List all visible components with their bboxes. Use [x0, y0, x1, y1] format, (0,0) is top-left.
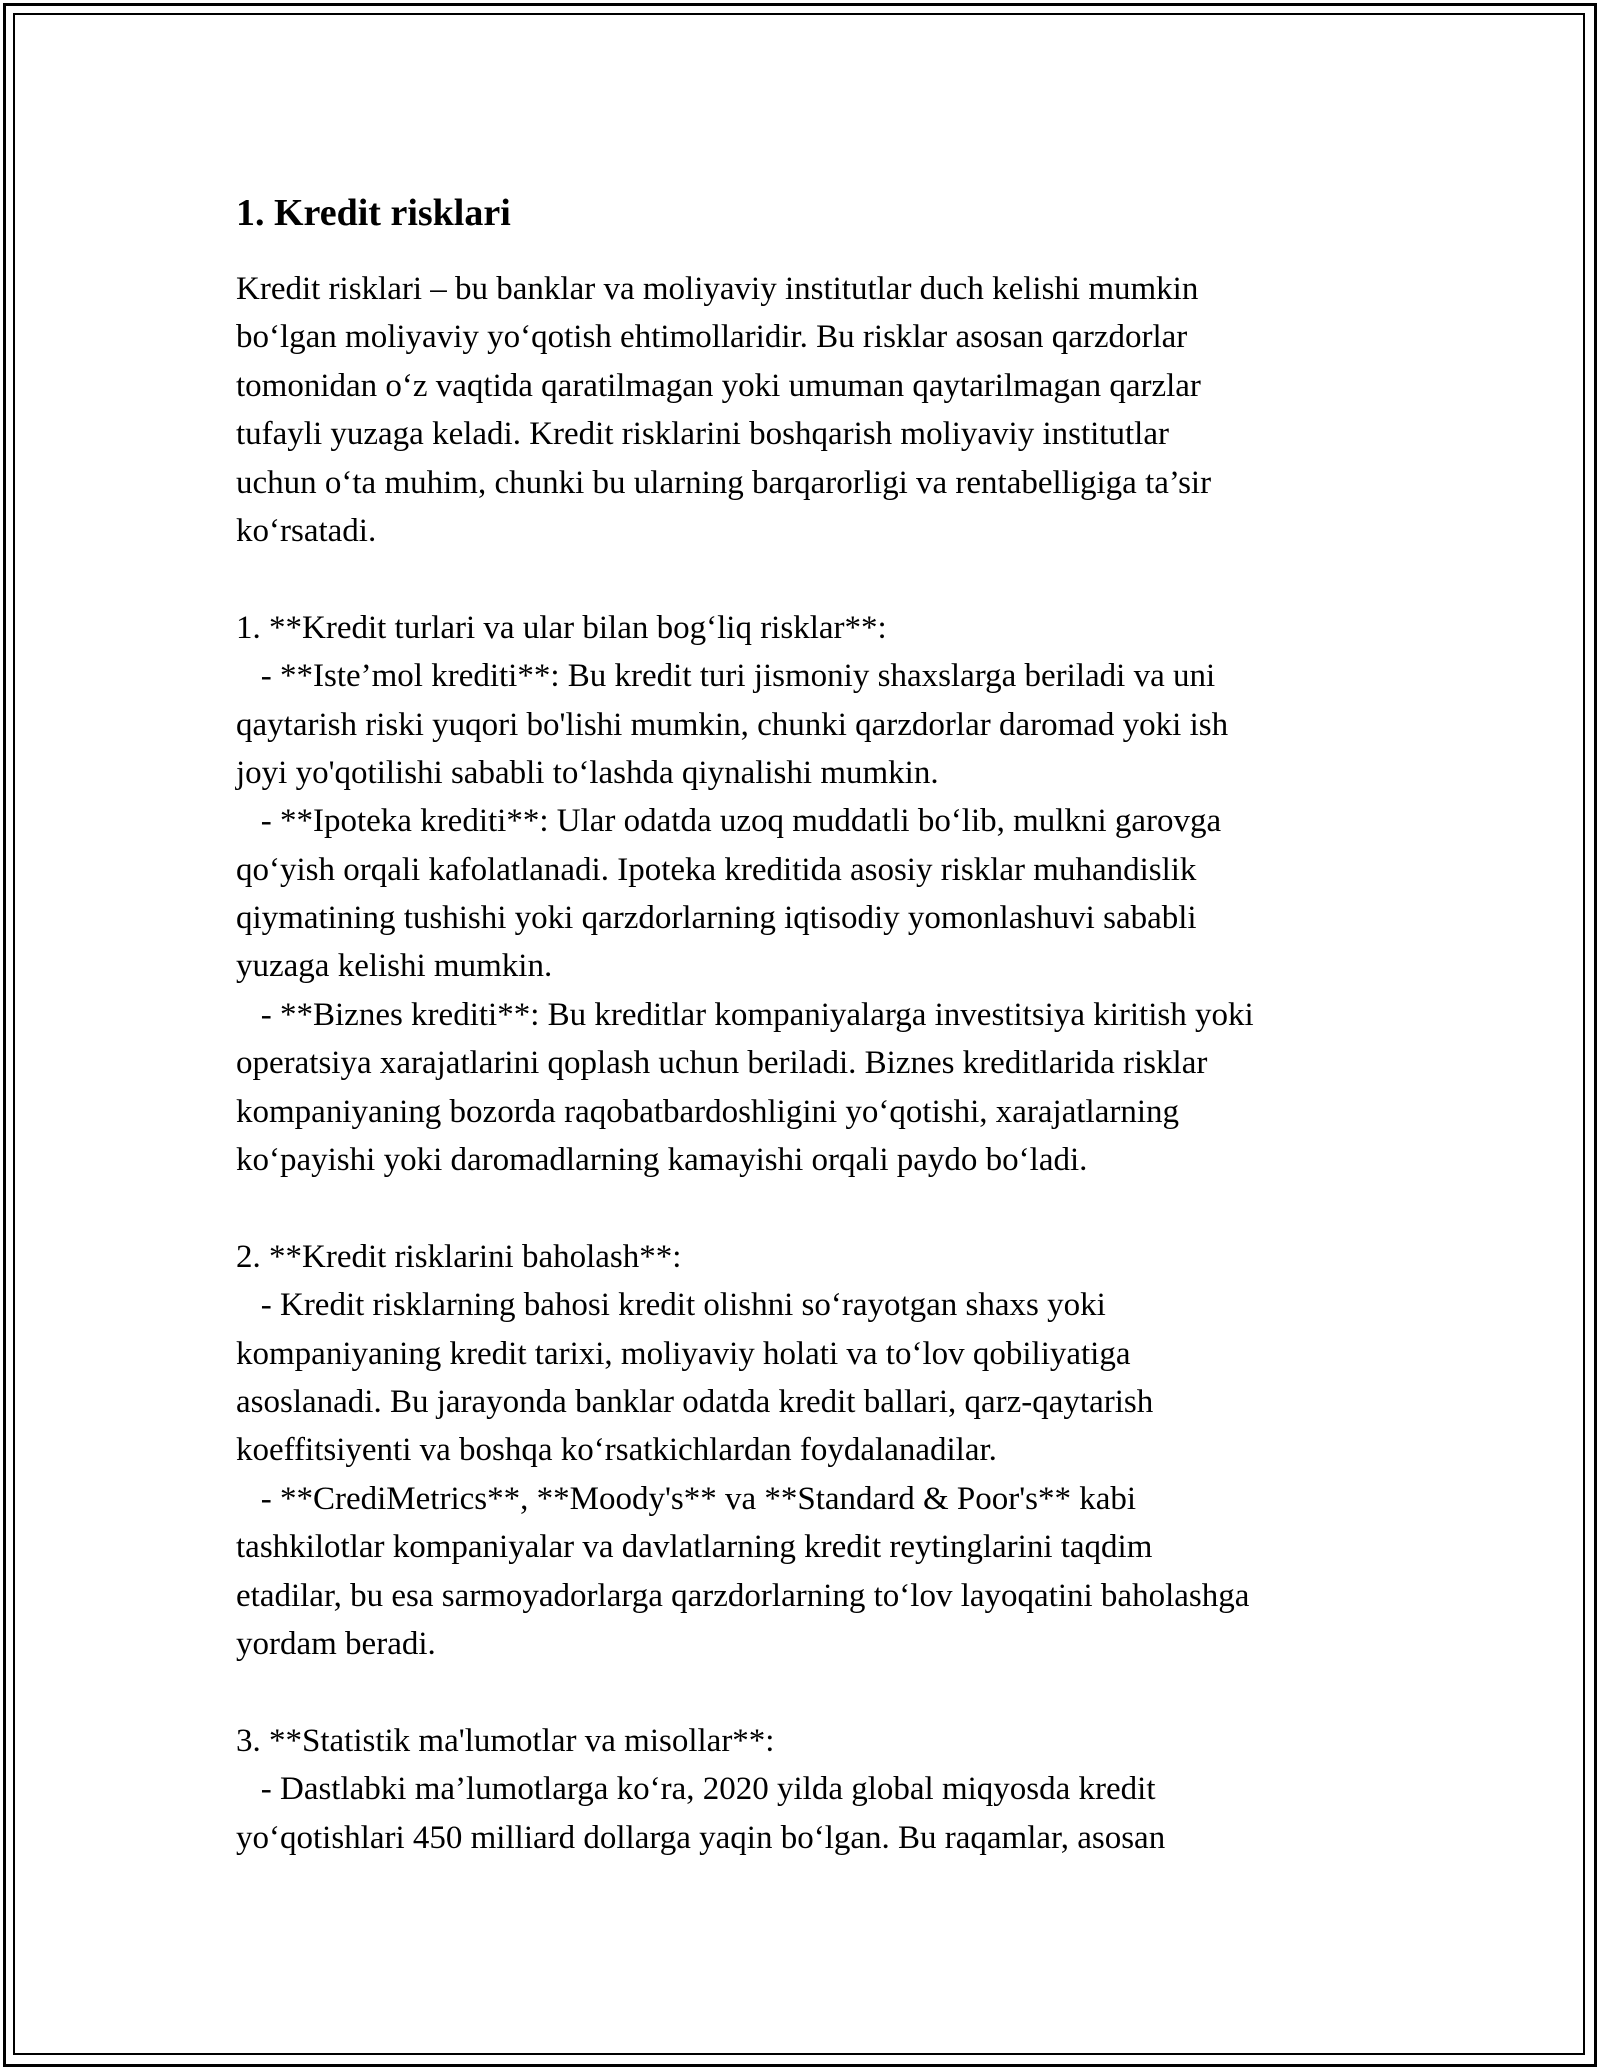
text-line: - **Biznes krediti**: Bu kreditlar kompaniyalarga investitsiya kiritish yoki: [236, 996, 1254, 1033]
text-line: asoslanadi. Bu jarayonda banklar odatda kredit ballari, qarz-qaytarish: [236, 1383, 1154, 1420]
text-line: etadilar, bu esa sarmoyadorlarga qarzdorlarning to‘lov layoqatini baholashga: [236, 1577, 1250, 1614]
text-line: uchun o‘ta muhim, chunki bu ularning barqarorligi va rentabelligiga ta’sir: [236, 464, 1212, 501]
text-line: - **Iste’mol krediti**: Bu kredit turi jismoniy shaxslarga beriladi va uni: [236, 658, 1216, 695]
text-line: bo‘lgan moliyaviy yo‘qotish ehtimollaridir. Bu risklar asosan qarzdorlar: [236, 319, 1188, 356]
text-line: - Dastlabki ma’lumotlarga ko‘ra, 2020 yilda global miqyosda kredit: [236, 1771, 1156, 1808]
text-line: 1. **Kredit turlari va ular bilan bog‘liq risklar**:: [236, 609, 887, 646]
text-line: yuzaga kelishi mumkin.: [236, 948, 553, 985]
text-line: 3. **Statistik ma'lumotlar va misollar**:: [236, 1722, 775, 1759]
text-line: tufayli yuzaga keladi. Kredit risklarini boshqarish moliyaviy institutlar: [236, 416, 1169, 453]
text-line: ko‘payishi yoki daromadlarning kamayishi orqali paydo bo‘ladi.: [236, 1142, 1088, 1179]
text-line: kompaniyaning kredit tarixi, moliyaviy holati va to‘lov qobiliyatiga: [236, 1335, 1131, 1372]
text-line: qaytarish riski yuqori bo'lishi mumkin, chunki qarzdorlar daromad yoki ish: [236, 706, 1229, 743]
text-line: tashkilotlar kompaniyalar va davlatlarning kredit reytinglarini taqdim: [236, 1529, 1153, 1566]
document-page: [236, 188, 1376, 1862]
blank-line: [236, 555, 1376, 603]
section-heading: 1. Kredit risklari: [236, 192, 511, 234]
text-line: yo‘qotishlari 450 milliard dollarga yaqin bo‘lgan. Bu raqamlar, asosan: [236, 1819, 1166, 1856]
text-line: qo‘yish orqali kafolatlanadi. Ipoteka kreditida asosiy risklar muhandislik: [236, 851, 1197, 888]
text-line: - **Ipoteka krediti**: Ular odatda uzoq muddatli bo‘lib, mulkni garovga: [236, 803, 1222, 840]
blank-line: [236, 1184, 1376, 1232]
text-line: qiymatining tushishi yoki qarzdorlarning iqtisodiy yomonlashuvi sababli: [236, 900, 1197, 937]
text-line: Kredit risklari – bu banklar va moliyaviy institutlar duch kelishi mumkin: [236, 271, 1199, 307]
text-line: 2. **Kredit risklarini baholash**:: [236, 1238, 682, 1275]
text-line: operatsiya xarajatlarini qoplash uchun beriladi. Biznes kreditlarida risklar: [236, 1045, 1208, 1082]
text-line: - Kredit risklarning bahosi kredit olishni so‘rayotgan shaxs yoki: [236, 1287, 1106, 1324]
text-line: joyi yo'qotilishi sababli to‘lashda qiynalishi mumkin.: [236, 754, 939, 791]
text-line: - **CrediMetrics**, **Moody's** va **Standard & Poor's** kabi: [236, 1480, 1137, 1517]
text-line: ko‘rsatadi.: [236, 512, 377, 549]
blank-line: [236, 1668, 1376, 1716]
text-line: yordam beradi.: [236, 1625, 436, 1662]
text-line: koeffitsiyenti va boshqa ko‘rsatkichlardan foydalanadilar.: [236, 1432, 997, 1469]
document-body: [236, 265, 1376, 1862]
text-line: tomonidan o‘z vaqtida qaratilmagan yoki umuman qaytarilmagan qarzlar: [236, 367, 1201, 404]
text-line: kompaniyaning bozorda raqobatbardoshligini yo‘qotishi, xarajatlarning: [236, 1093, 1180, 1130]
